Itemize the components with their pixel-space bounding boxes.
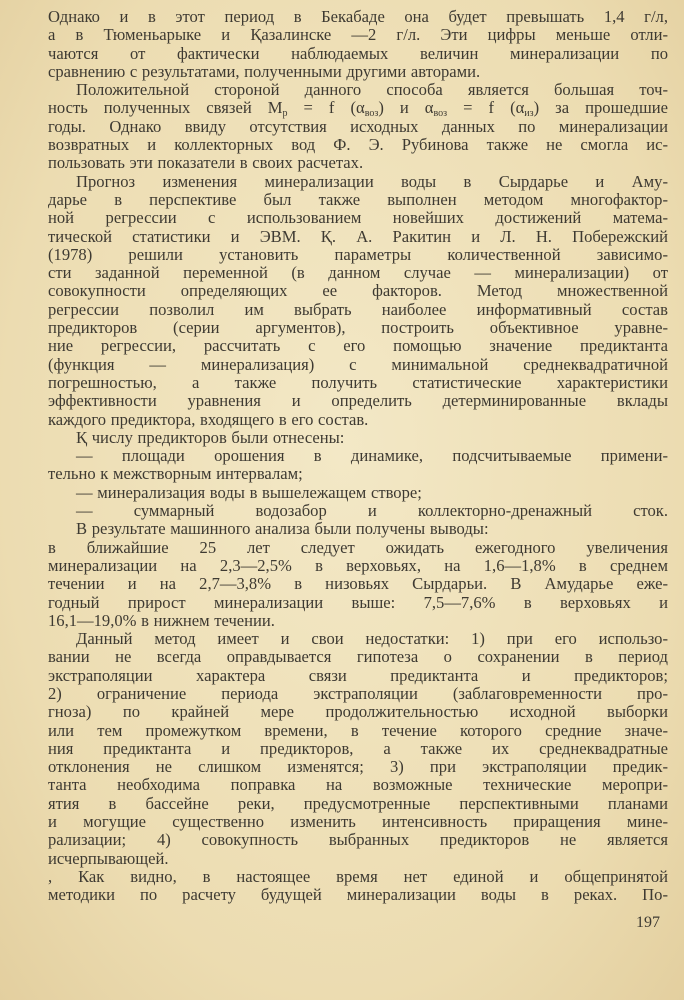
text-line: чаются от фактически наблюдаемых величин минерализации по [48, 43, 668, 63]
text-line: методики по расчету будущей минерализации воды в реках. По- [48, 885, 668, 905]
text-fragment: ность полученных связей M [48, 98, 283, 118]
text-line: вании не всегда оправдывается гипотеза о сохранении в период [48, 647, 668, 667]
subscript: из [524, 108, 534, 120]
text-line: ние регрессии, рассчитать с его помощью значение предиктанта [48, 336, 668, 356]
text-fragment: ) и α [378, 98, 434, 118]
text-line: — площади орошения в динамике, подсчитываемые примени- [76, 446, 668, 466]
text-line: рализации; 4) совокупность выбранных предикторов не является [48, 830, 668, 850]
subscript: воз [364, 108, 379, 120]
text-line: В результате машинного анализа были получены выводы: [76, 519, 489, 539]
text-line: сти заданной переменной (в данном случае — минерализации) от [48, 263, 668, 283]
text-line: 2) ограничение периода экстраполяции (заблаговременности про- [48, 683, 668, 703]
text-line: танта необходима поправка на возможные технические меропри- [48, 775, 668, 795]
text-line: или тем промежутком времени, в течение которого средние значе- [48, 720, 668, 740]
text-fragment: = f (α [447, 98, 525, 118]
text-line: ной регрессии с использованием новейших достижений матема- [48, 208, 668, 228]
page-number: 197 [636, 914, 660, 931]
text-fragment: = f (α [287, 98, 365, 118]
text-line: отклонения не слишком изменятся; 3) при экстраполяции предик- [48, 757, 668, 777]
text-line: — суммарный водозабор и коллекторно-дренажный сток. [76, 501, 668, 521]
text-line: течении и на 2,7—3,8% в низовьях Сырдарьи. В Амударье еже- [48, 574, 668, 594]
text-line: Положительной стороной данного способа является большая точ- [76, 80, 668, 100]
text-line: гноза) по крайней мере продолжительностью исходной выборки [48, 702, 668, 722]
text-line: (1978) решили установить параметры количественной зависимо- [48, 244, 668, 264]
text-line: Однако и в этот период в Бекабаде она будет превышать 1,4 г/л, [48, 7, 668, 26]
text-line: Қ числу предикторов были отнесены: [76, 427, 345, 447]
text-line: регрессии позволил им выбрать наиболее информативный состав [48, 299, 668, 319]
text-line: минерализации на 2,3—2,5% в верховьях, на 1,6—1,8% в среднем [48, 555, 668, 575]
text-line: ятия в бассейне реки, предусмотренные перспективными планами [48, 793, 668, 813]
text-line: годный прирост минерализации выше: 7,5—7,6% в верховьях и [48, 592, 668, 612]
text-line: исчерпывающей. [48, 848, 169, 868]
text-line: , Как видно, в настоящее время нет единой и общепринятой [48, 866, 668, 886]
text-line: возвратных и коллекторных вод Ф. Э. Рубинова также не смогла ис- [48, 135, 668, 155]
subscript: воз [433, 108, 448, 120]
text-line: Прогноз изменения минерализации воды в Сырдарье и Аму- [76, 171, 668, 191]
text-line: сравнению с результатами, полученными другими авторами. [48, 61, 481, 81]
text-line: а в Тюменьарыке и Қазалинске —2 г/л. Эти цифры меньше отли- [48, 25, 668, 45]
text-line: (функция — минерализация) с минимальной среднеквадратичной [48, 354, 668, 374]
text-line: эффективности уравнения и определить детерминированные вклады [48, 391, 668, 411]
text-line: экстраполяции характера связи предиктанта и предикторов; [48, 665, 668, 685]
text-line: 16,1—19,0% в нижнем течении. [48, 610, 275, 630]
text-line: совокупности определяющих ее факторов. Метод множественной [48, 281, 668, 301]
text-line: ния предиктанта и предикторов, а также их среднеквадратные [48, 738, 668, 758]
text-line: пользовать эти показатели в своих расчетах. [48, 153, 364, 173]
page-body-text [48, 8, 668, 905]
text-line: в ближайшие 25 лет следует ожидать ежегодного увеличения [48, 537, 668, 557]
subscript: р [282, 108, 288, 120]
text-line: годы. Однако ввиду отсутствия исходных данных по минерализации [48, 116, 668, 136]
text-line: погрешностью, а также получить статистические характеристики [48, 372, 668, 392]
text-line [48, 98, 668, 120]
text-line: дарье в перспективе был также выполнен методом многофактор- [48, 189, 668, 209]
text-line: Данный метод имеет и свои недостатки: 1) при его использо- [76, 629, 668, 649]
text-line: и могущие существенно изменить интенсивность приращения мине- [48, 812, 668, 832]
text-fragment: ) за прошедшие [533, 98, 668, 118]
text-line: тической статистики и ЭВМ. Қ. А. Ракитин и Л. Н. Побережский [48, 226, 668, 246]
text-line: — минерализация воды в вышележащем створе; [76, 482, 422, 502]
text-line: каждого предиктора, входящего в его состав. [48, 409, 369, 429]
text-line: тельно к межстворным интервалам; [48, 464, 303, 484]
text-line: предикторов (серии аргументов), построить объективное уравне- [48, 318, 668, 338]
